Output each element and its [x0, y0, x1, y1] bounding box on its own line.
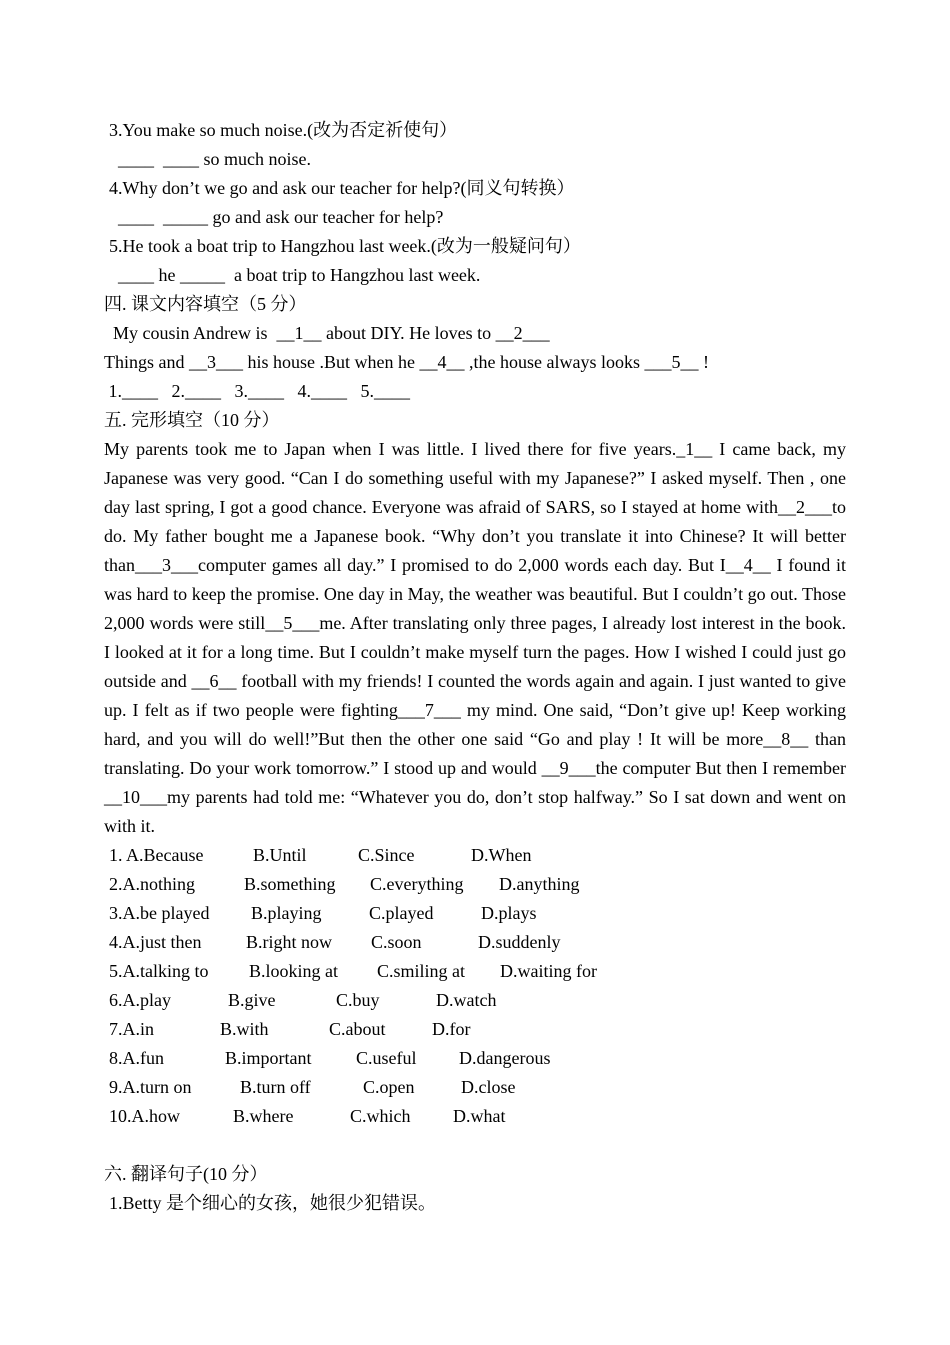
- spacer: [104, 1131, 846, 1160]
- option-choice: D.suddenly: [478, 932, 561, 952]
- answer-line-4: ____ _____ go and ask our teacher for help?: [118, 207, 444, 227]
- question-3: 3.You make so much noise.(改为否定祈使句）: [109, 120, 458, 140]
- section-4-line-1: My cousin Andrew is __1__ about DIY. He loves to __2___: [104, 323, 550, 343]
- option-choice: B.looking at: [249, 961, 338, 981]
- option-choice: 10.A.how: [109, 1106, 180, 1126]
- option-choice: B.where: [233, 1106, 294, 1126]
- question-4: 4.Why don’t we go and ask our teacher for help?(同义句转换）: [109, 178, 575, 198]
- section-4-title: 四. 课文内容填空（5 分）: [104, 294, 307, 314]
- option-choice: 4.A.just then: [109, 932, 202, 952]
- option-choice: B.turn off: [240, 1077, 311, 1097]
- option-choice: D.watch: [436, 990, 497, 1010]
- option-choice: C.open: [363, 1077, 415, 1097]
- option-row: [104, 957, 846, 986]
- option-choice: D.When: [471, 845, 532, 865]
- option-choice: D.close: [461, 1077, 516, 1097]
- option-row: [104, 928, 846, 957]
- option-choice: C.buy: [336, 990, 380, 1010]
- option-choice: C.useful: [356, 1048, 417, 1068]
- section-6-title: 六. 翻译句子(10 分）: [104, 1164, 268, 1184]
- option-choice: 2.A.nothing: [109, 874, 196, 894]
- option-row: [104, 1102, 846, 1131]
- option-choice: D.anything: [499, 874, 580, 894]
- option-choice: C.which: [350, 1106, 411, 1126]
- option-choice: D.plays: [481, 903, 537, 923]
- option-choice: C.everything: [370, 874, 464, 894]
- option-row: [104, 899, 846, 928]
- option-choice: B.important: [225, 1048, 312, 1068]
- option-choice: C.played: [369, 903, 434, 923]
- option-choice: 5.A.talking to: [109, 961, 209, 981]
- question-5: 5.He took a boat trip to Hangzhou last week.(改为一般疑问句）: [109, 236, 581, 256]
- option-choice: D.what: [453, 1106, 506, 1126]
- option-choice: C.Since: [358, 845, 415, 865]
- option-choice: 3.A.be played: [109, 903, 210, 923]
- translation-item-1: 1.Betty 是个细心的女孩，她很少犯错误。: [109, 1193, 436, 1213]
- option-choice: B.something: [244, 874, 336, 894]
- option-choice: D.dangerous: [459, 1048, 551, 1068]
- cloze-passage: My parents took me to Japan when I was little. I lived there for five years._1__ I came back, my Japanese was very good. “Can I do something useful with my Japanese?” I asked myself. Then , one day last spring, I got a good chance. Everyone was afraid of SARS, so I stayed at home with__2___to do. My father bought me a Japanese book. “Why don’t you translate it into Chinese? It will better than___3___computer games all day.” I promised to do 2,000 words each day. But I__4__ I found it was hard to keep the promise. One day in May, the weather was beautiful. But I couldn’t go out. Those 2,000 words were still__5___me. After translating only three pages, I already lost interest in the book. I looked at it for a long time. But I couldn’t make myself turn the pages. How I wished I could just go outside and __6__ football with my friends! I counted the words again and again. I just wanted to give up. I felt as if two people were fighting___7___ my mind. One said, “Don’t give up! Keep working hard, and you will do well!”But then the other one said “Go and play ! It will be more__8__ than translating. Do your work tomorrow.” I stood up and would __9___the computer But then I remember __10___my parents had told me: “Whatever you do, don’t stop halfway.” So I sat down and went on with it.: [104, 439, 846, 836]
- worksheet-page: [104, 116, 846, 1218]
- option-row: [104, 1015, 846, 1044]
- section-4-line-2: Things and __3___ his house .But when he __4__ ,the house always looks ___5__ !: [104, 352, 709, 372]
- option-row: [104, 1044, 846, 1073]
- option-choice: 9.A.turn on: [109, 1077, 192, 1097]
- option-choice: C.smiling at: [377, 961, 466, 981]
- option-choice: 6.A.play: [109, 990, 171, 1010]
- option-choice: B.playing: [251, 903, 322, 923]
- answer-line-3: ____ ____ so much noise.: [118, 149, 311, 169]
- option-choice: D.for: [432, 1019, 471, 1039]
- option-choice: B.give: [228, 990, 276, 1010]
- option-choice: D.waiting for: [500, 961, 597, 981]
- option-choice: 8.A.fun: [109, 1048, 164, 1068]
- option-row: [104, 986, 846, 1015]
- option-choice: B.right now: [246, 932, 333, 952]
- option-choice: 1. A.Because: [109, 845, 204, 865]
- option-choice: C.about: [329, 1019, 386, 1039]
- section-4-answers: 1.____ 2.____ 3.____ 4.____ 5.____: [104, 381, 410, 401]
- option-choice: B.Until: [253, 845, 307, 865]
- option-row: [104, 1073, 846, 1102]
- answer-line-5: ____ he _____ a boat trip to Hangzhou last week.: [118, 265, 481, 285]
- option-row: [104, 841, 846, 870]
- option-choice: 7.A.in: [109, 1019, 154, 1039]
- section-5-title: 五. 完形填空（10 分）: [104, 410, 280, 430]
- option-row: [104, 870, 846, 899]
- cloze-options: [104, 841, 846, 1131]
- option-choice: B.with: [220, 1019, 269, 1039]
- option-choice: C.soon: [371, 932, 422, 952]
